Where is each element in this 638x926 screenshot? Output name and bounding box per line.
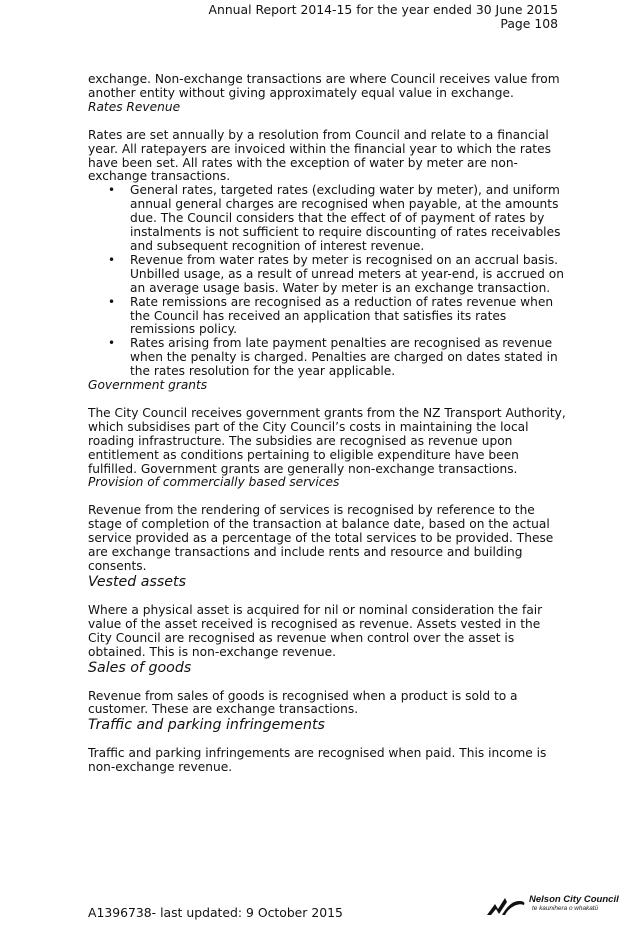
rates-revenue-heading: Rates Revenue (88, 99, 181, 114)
government-grants-paragraph: The City Council receives government grants from the NZ Transport Authority, which subsidises part of the City Council’s costs in maintaining the local roading infrastructure. The subsidies are recognised as revenue upon entitlement as conditions pertaining to eligible expenditure have been fulfilled. Government grants are generally non-exchange transactions. (88, 405, 566, 476)
vested-assets-heading: Vested assets (88, 573, 186, 590)
commercial-services-paragraph: Revenue from the rendering of services is recognised by reference to the stage of completion of the transaction at balance date, based on the actual service provided as a percentage of the total services to be provided. These are exchange transactions and include rents and resource and building consents. (88, 503, 554, 573)
page-number: Page 108 (500, 16, 558, 31)
logo-mark-icon (486, 895, 528, 917)
rates-revenue-list (88, 184, 566, 379)
list-item: • Revenue from water rates by meter is recognised on an accrual basis. Unbilled usage, as a result of unread meters at year-end, is accrued on an average usage basis. Water by meter is an exchange transaction. (108, 252, 564, 295)
bullet-icon: • (108, 336, 116, 351)
report-title: Annual Report 2014-15 for the year ended 30 June 2015 (208, 2, 558, 17)
intro-paragraph: exchange. Non-exchange transactions are where Council receives value from another entity without giving approximately equal value in exchange. (88, 72, 560, 100)
traffic-paragraph: Traffic and parking infringements are recognised when paid. This income is non-exchange revenue. (88, 746, 547, 775)
document-body (88, 73, 566, 775)
bullet-icon: • (108, 252, 116, 267)
council-logo (486, 893, 622, 919)
bullet-icon: • (108, 183, 116, 198)
page-header (209, 3, 559, 31)
sales-of-goods-paragraph: Revenue from sales of goods is recognised when a product is sold to a customer. These are exchange transactions. (88, 688, 518, 717)
logo-name: Nelson City Council (529, 894, 619, 905)
list-item: • General rates, targeted rates (excluding water by meter), and uniform annual general charges are recognised when payable, at the amounts due. The Council considers that the effect of of payment of rates by instalments is not sufficient to require discounting of rates receivables and subsequent recognition of interest revenue. (108, 183, 561, 253)
rates-revenue-paragraph: Rates are set annually by a resolution from Council and relate to a financial year. All ratepayers are invoiced within the financial year to which the rates have been set. All rates with the exception of water by meter are non-exchange transactions. (88, 127, 551, 184)
government-grants-heading: Government grants (88, 378, 208, 393)
commercial-services-heading: Provision of commercially based services (88, 475, 340, 490)
traffic-heading: Traffic and parking infringements (88, 717, 325, 734)
logo-tagline: te kaunihera o whakatū (532, 905, 599, 912)
list-item: • Rates arising from late payment penalties are recognised as revenue when the penalty is charged. Penalties are charged on dates stated in the rates resolution for the year applicable. (108, 336, 558, 379)
footer-doc-ref: A1396738- last updated: 9 October 2015 (88, 905, 343, 920)
vested-assets-paragraph: Where a physical asset is acquired for nil or nominal consideration the fair value of the asset received is recognised as revenue. Assets vested in the City Council are recognised as revenue when control over the asset is obtained. This is non-exchange revenue. (88, 602, 543, 659)
list-item: • Rate remissions are recognised as a reduction of rates revenue when the Council has received an application that satisfies its rates remissions policy. (108, 294, 554, 337)
sales-of-goods-heading: Sales of goods (88, 659, 192, 676)
bullet-icon: • (108, 294, 116, 309)
